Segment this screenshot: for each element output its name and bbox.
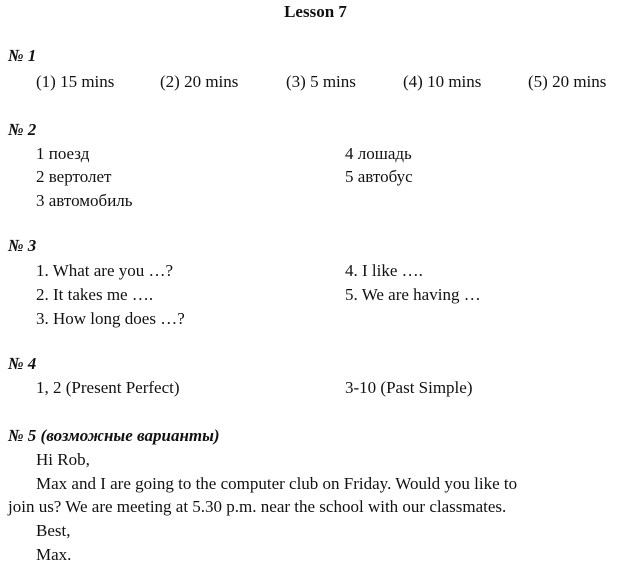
- letter-body-line-1: Max and I are going to the computer club on Friday. Would you like to: [36, 474, 518, 493]
- letter-greeting: Hi Rob,: [36, 450, 90, 469]
- exercise-4-heading: № 4: [8, 354, 37, 373]
- ex2-left-item-1: 1 поезд: [36, 144, 90, 163]
- exercise-5-heading: № 5 (возможные варианты): [8, 426, 220, 445]
- ex2-left-item-2: 2 вертолет: [36, 167, 112, 186]
- ex2-right-item-1: 4 лошадь: [345, 144, 412, 163]
- ex4-right-answer: 3-10 (Past Simple): [345, 378, 473, 397]
- ex3-left-item-3: 3. How long does …?: [36, 309, 185, 328]
- exercise-1-heading: № 1: [8, 46, 37, 65]
- exercise-2-heading: № 2: [8, 120, 37, 139]
- ex3-left-item-2: 2. It takes me ….: [36, 285, 154, 304]
- ex1-answer-4: (4) 10 mins: [403, 72, 482, 91]
- letter-signature: Max.: [36, 545, 72, 564]
- ex2-right-item-2: 5 автобус: [345, 167, 413, 186]
- exercise-3-heading: № 3: [8, 236, 37, 255]
- ex1-answer-5: (5) 20 mins: [528, 72, 607, 91]
- ex3-left-item-1: 1. What are you …?: [36, 261, 174, 280]
- letter-body-line-2: join us? We are meeting at 5.30 p.m. near the school with our classmates.: [8, 497, 507, 516]
- ex3-right-item-2: 5. We are having …: [345, 285, 481, 304]
- ex1-answer-3: (3) 5 mins: [286, 72, 356, 91]
- ex3-right-item-1: 4. I like ….: [345, 261, 423, 280]
- ex4-left-answer: 1, 2 (Present Perfect): [36, 378, 180, 397]
- ex2-left-item-3: 3 автомобиль: [36, 191, 133, 210]
- ex1-answer-2: (2) 20 mins: [160, 72, 239, 91]
- ex1-answer-1: (1) 15 mins: [36, 72, 115, 91]
- page-title: Lesson 7: [284, 2, 347, 21]
- letter-closing: Best,: [36, 521, 71, 540]
